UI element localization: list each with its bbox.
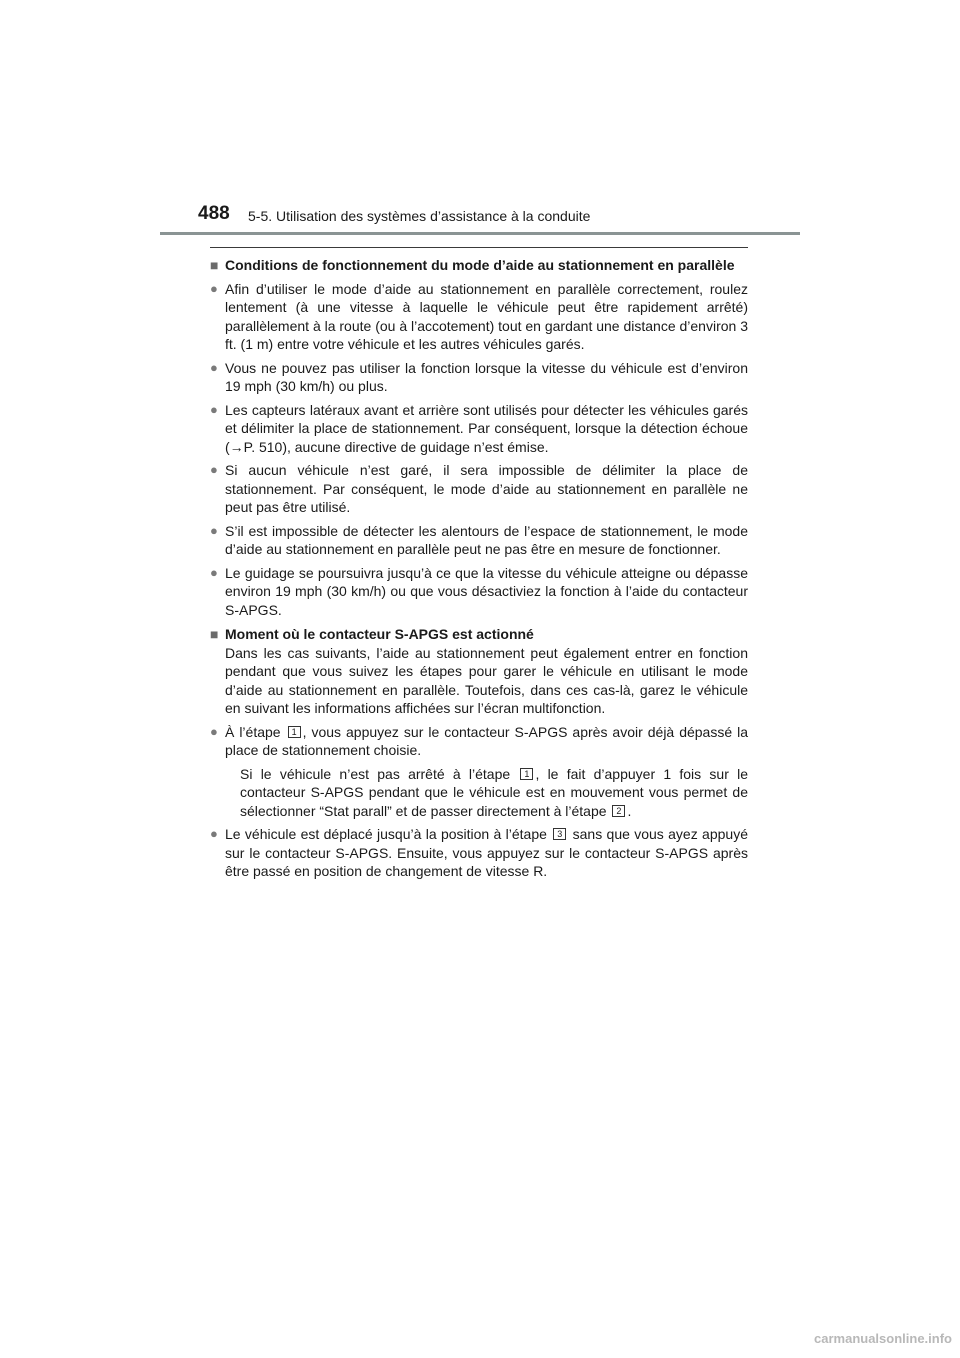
header-rule xyxy=(160,232,800,235)
square-bullet-icon: ■ xyxy=(210,257,219,273)
section-heading-s-apgs: ■ Moment où le contacteur S-APGS est actionné xyxy=(210,626,534,642)
intro-paragraph: Dans les cas suivants, l’aide au stationnement peut également entrer en fonction pendant que vous suivez les étapes pour garer le véhicule en utilisant le mode d’aide au stationnement en parallèle. Toutefois, dans ces cas-là, garez le véhicule en suivant les informations affichées sur l’écran multifonction. xyxy=(225,644,748,716)
bullet-icon: ● xyxy=(210,401,218,417)
content-rule xyxy=(210,247,748,248)
page-content xyxy=(210,256,748,881)
page-number: 488 xyxy=(198,203,230,224)
step-1-badge: 1 xyxy=(520,768,533,780)
sub-paragraph: Si le véhicule n’est pas arrêté à l’étape 1 , le fait d’appuyer 1 fois sur le contacteur S-APGS pendant que le véhicule est en mouvement vous permet de sélectionner “Stat parall” et de passer directement à l’étape 2 . xyxy=(240,765,748,819)
bullet-icon: ● xyxy=(210,826,218,841)
bullet-icon: ● xyxy=(210,564,218,580)
list-item: ● À l’étape 1 , vous appuyez sur le contacteur S-APGS après avoir déjà dépassé la place de stationnement choisie. xyxy=(210,723,749,758)
list-item: ● S’il est impossible de détecter les alentours de l’espace de stationnement, le mode d’aide au stationnement en parallèle peut ne pas être en mesure de fonctionner. xyxy=(210,522,748,557)
section-title: 5-5. Utilisation des systèmes d’assistance à la conduite xyxy=(248,208,591,224)
list-item: ● Afin d’utiliser le mode d’aide au stationnement en parallèle correctement, roulez lentement (à une vitesse à laquelle le véhicule peut être rapidement arrêté) parallèlement à la route (ou à l’accotement) tout en gardant une distance d’environ 3 ft. (1 m) entre votre véhicule et les autres véhicules garés. xyxy=(210,280,748,352)
bullet-icon: ● xyxy=(210,280,218,296)
list-item: ● Vous ne pouvez pas utiliser la fonction lorsque la vitesse du véhicule est d’environ 19 mph (30 km/h) ou plus. xyxy=(210,359,748,394)
step-3-badge: 3 xyxy=(553,828,566,840)
bullet-icon: ● xyxy=(210,359,218,375)
bullet-icon: ● xyxy=(210,522,218,538)
list-item: ● Les capteurs latéraux avant et arrière sont utilisés pour détecter les véhicules garés et délimiter la place de stationnement. Par conséquent, lorsque la détection échoue (→P. 510), aucune directive de guidage n’est émise. xyxy=(210,401,748,455)
list-item: ● Si aucun véhicule n’est garé, il sera impossible de délimiter la place de stationnement. Par conséquent, le mode d’aide au stationnement en parallèle ne peut pas être utilisé. xyxy=(210,462,748,515)
section-heading-conditions: ■ Conditions de fonctionnement du mode d’aide au stationnement en parallèle xyxy=(210,257,735,273)
bullet-icon: ● xyxy=(210,462,218,477)
square-bullet-icon: ■ xyxy=(210,626,219,642)
list-item: ● Le véhicule est déplacé jusqu’à la position à l’étape 3 sans que vous ayez appuyé sur le contacteur S-APGS. Ensuite, vous appuyez sur le contacteur S-APGS après être passé en position de changement de vitesse R. xyxy=(210,826,748,879)
bullet-icon: ● xyxy=(210,723,218,739)
list-item: ● Le guidage se poursuivra jusqu’à ce que la vitesse du véhicule atteigne ou dépasse environ 19 mph (30 km/h) ou que vous désactiviez la fonction à l’aide du contacteur S-APGS. xyxy=(210,564,748,618)
step-2-badge: 2 xyxy=(612,805,625,817)
step-1-badge: 1 xyxy=(288,726,301,738)
watermark: carmanualsonline.info xyxy=(814,1331,952,1346)
